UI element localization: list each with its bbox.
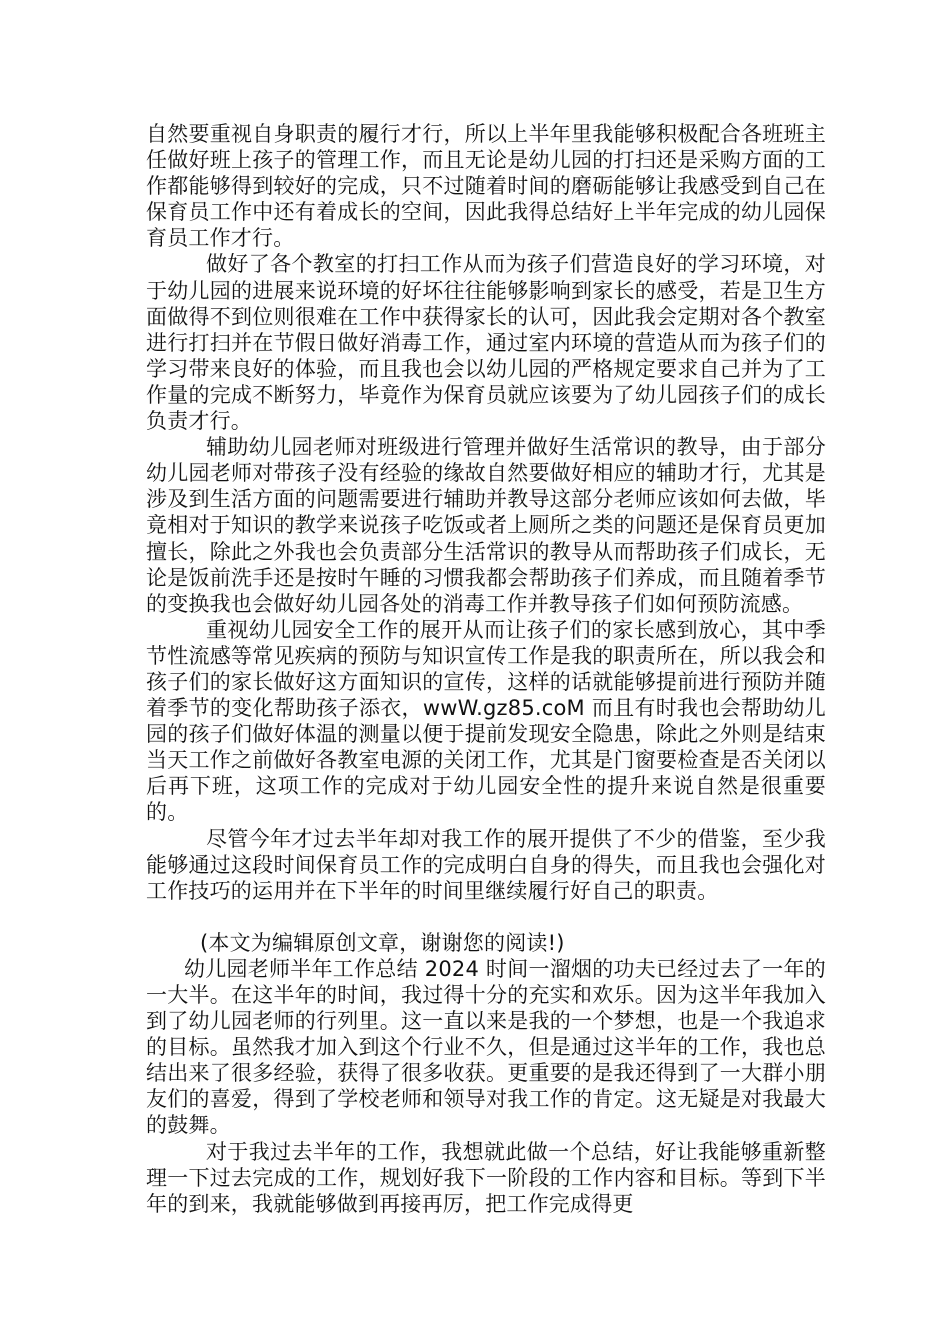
paragraph-3: 辅助幼儿园老师对班级进行管理并做好生活常识的教导，由于部分幼儿园老师对带孩子没有经验的缘故自然要做好相应的辅助才行，尤其是涉及到生活方面的问题需要进行辅助并教导这部分老师应该如何去做，毕竟相对于知识的教学来说孩子吃饭或者上厕所之类的问题还是保育员更加擅长，除此之外我也会负责部分生活常识的教导从而帮助孩子们成长，无论是饭前洗手还是按时午睡的习惯我都会帮助孩子们养成，而且随着季节的变换我也会做好幼儿园各处的消毒工作并教导孩子们如何预防流感。	[146, 435, 826, 616]
paragraph-1: 自然要重视自身职责的履行才行，所以上半年里我能够积极配合各班班主任做好班上孩子的管理工作，而且无论是幼儿园的打扫还是采购方面的工作都能够得到较好的完成，只不过随着时间的磨砺能够让我感受到自己在保育员工作中还有着成长的空间，因此我得总结好上半年完成的幼儿园保育员工作才行。	[146, 122, 826, 251]
paragraph-6: 幼儿园老师半年工作总结 2024 时间一溜烟的功夫已经过去了一年的一大半。在这半年的时间，我过得十分的充实和欢乐。因为这半年我加入到了幼儿园老师的行列里。这一直以来是我的一个梦想，也是一个我追求的目标。虽然我才加入到这个行业不久，但是通过这半年的工作，我也总结出来了很多经验，获得了很多收获。更重要的是我还得到了一大群小朋友们的喜爱，得到了学校老师和领导对我工作的肯定。这无疑是对我最大的鼓舞。	[146, 956, 826, 1138]
editor-note: (本文为编辑原创文章，谢谢您的阅读!)	[200, 930, 565, 955]
document-body	[146, 121, 826, 1217]
blank-line	[146, 904, 826, 930]
paragraph-5: 尽管今年才过去半年却对我工作的展开提供了不少的借鉴，至少我能够通过这段时间保育员工作的完成明白自身的得失，而且我也会强化对工作技巧的运用并在下半年的时间里继续履行好自己的职责。	[146, 826, 826, 903]
paragraph-7: 对于我过去半年的工作，我想就此做一个总结，好让我能够重新整理一下过去完成的工作，规划好我下一阶段的工作内容和目标。等到下半年的到来，我就能够做到再接再厉，把工作完成得更	[146, 1139, 826, 1216]
paragraph-4: 重视幼儿园安全工作的展开从而让孩子们的家长感到放心，其中季节性流感等常见疾病的预防与知识宣传工作是我的职责所在，所以我会和孩子们的家长做好这方面知识的宣传，这样的话就能够提前进行预防并随着季节的变化帮助孩子添衣，wwW.gz85.coM 而且有时我也会帮助幼儿园的孩子们做好体温的测量以便于提前发现安全隐患，除此之外则是结束当天工作之前做好各教室电源的关闭工作，尤其是门窗要检查是否关闭以后再下班，这项工作的完成对于幼儿园安全性的提升来说自然是很重要的。	[146, 617, 826, 825]
paragraph-2: 做好了各个教室的打扫工作从而为孩子们营造良好的学习环境，对于幼儿园的进展来说环境的好坏往往能够影响到家长的感受，若是卫生方面做得不到位则很难在工作中获得家长的认可，因此我会定期对各个教室进行打扫并在节假日做好消毒工作，通过室内环境的营造从而为孩子们的学习带来良好的体验，而且我也会以幼儿园的严格规定要求自己并为了工作量的完成不断努力，毕竟作为保育员就应该要为了幼儿园孩子们的成长负责才行。	[146, 252, 826, 434]
